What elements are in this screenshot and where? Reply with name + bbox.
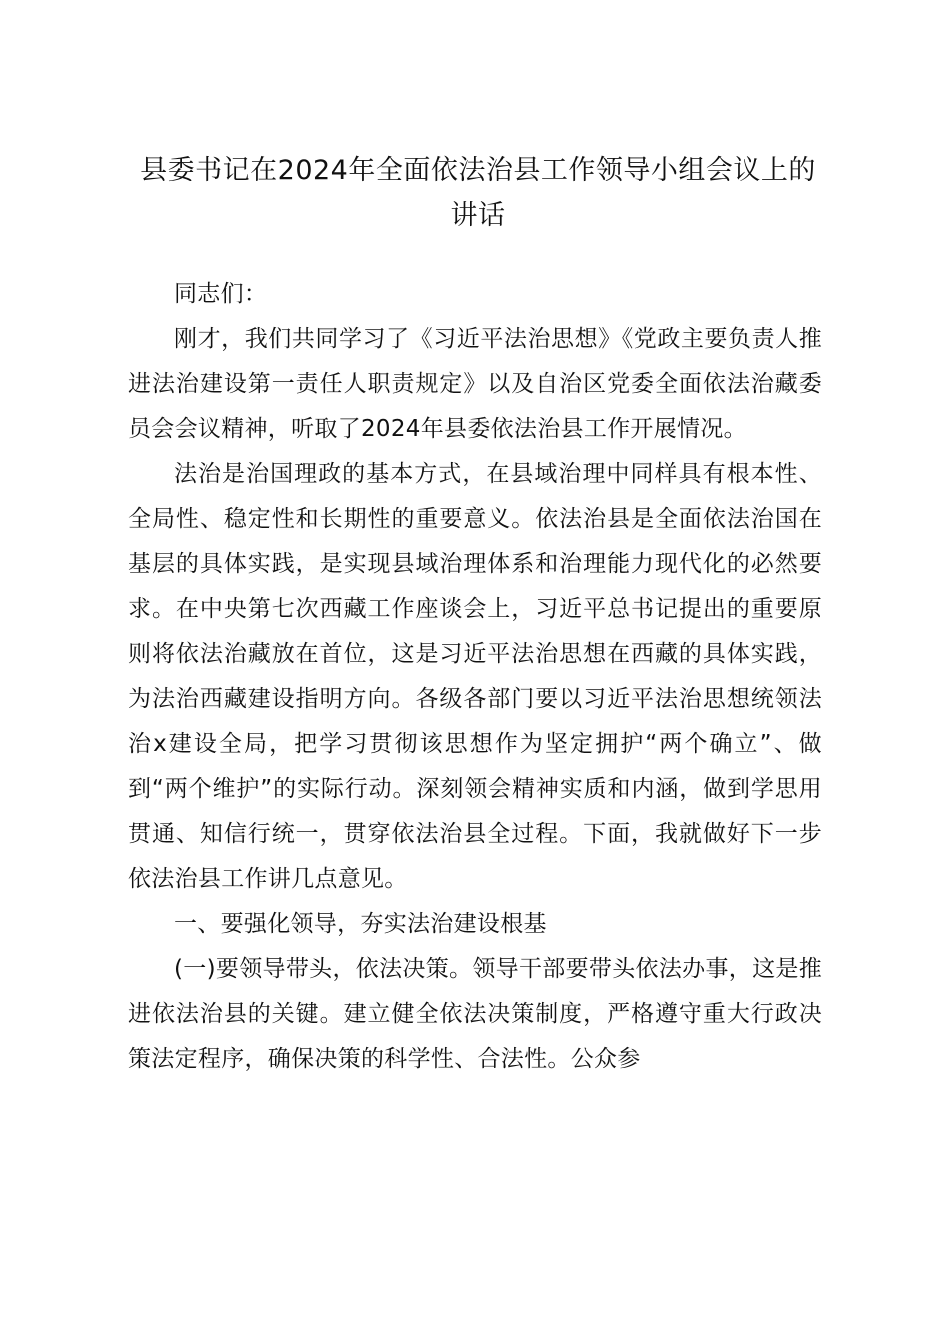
paragraph-significance: 法治是治国理政的基本方式，在县域治理中同样具有根本性、全局性、稳定性和长期性的重要意义。依法治县是全面依法治国在基层的具体实践，是实现县域治理体系和治理能力现代化的必然要求。在中央第七次西藏工作座谈会上，习近平总书记提出的重要原则将依法治藏放在首位，这是习近平法治思想在西藏的具体实践，为法治西藏建设指明方向。各级各部门要以习近平法治思想统领法治x建设全局，把学习贯彻该思想作为坚定拥护“两个确立”、做到“两个维护”的实际行动。深刻领会精神实质和内涵，做到学思用贯通、知信行统一，贯穿依法治县全过程。下面，我就做好下一步依法治县工作讲几点意见。 [128, 461, 822, 892]
document-body [128, 272, 822, 1082]
section-heading-1: 一、要强化领导，夯实法治建设根基 [174, 911, 547, 937]
document-title: 县委书记在2024年全面依法治县工作领导小组会议上的讲话 [140, 155, 816, 231]
paragraph-intro: 刚才，我们共同学习了《习近平法治思想》《党政主要负责人推进法治建设第一责任人职责规定》以及自治区党委全面依法治藏委员会会议精神，听取了2024年县委依法治县工作开展情况。 [128, 326, 822, 442]
salutation: 同志们： [174, 281, 268, 307]
paragraph-subsection-1: (一)要领导带头，依法决策。领导干部要带头依法办事，这是推进依法治县的关键。建立健全依法决策制度，严格遵守重大行政决策法定程序，确保决策的科学性、合法性。公众参 [128, 956, 822, 1072]
